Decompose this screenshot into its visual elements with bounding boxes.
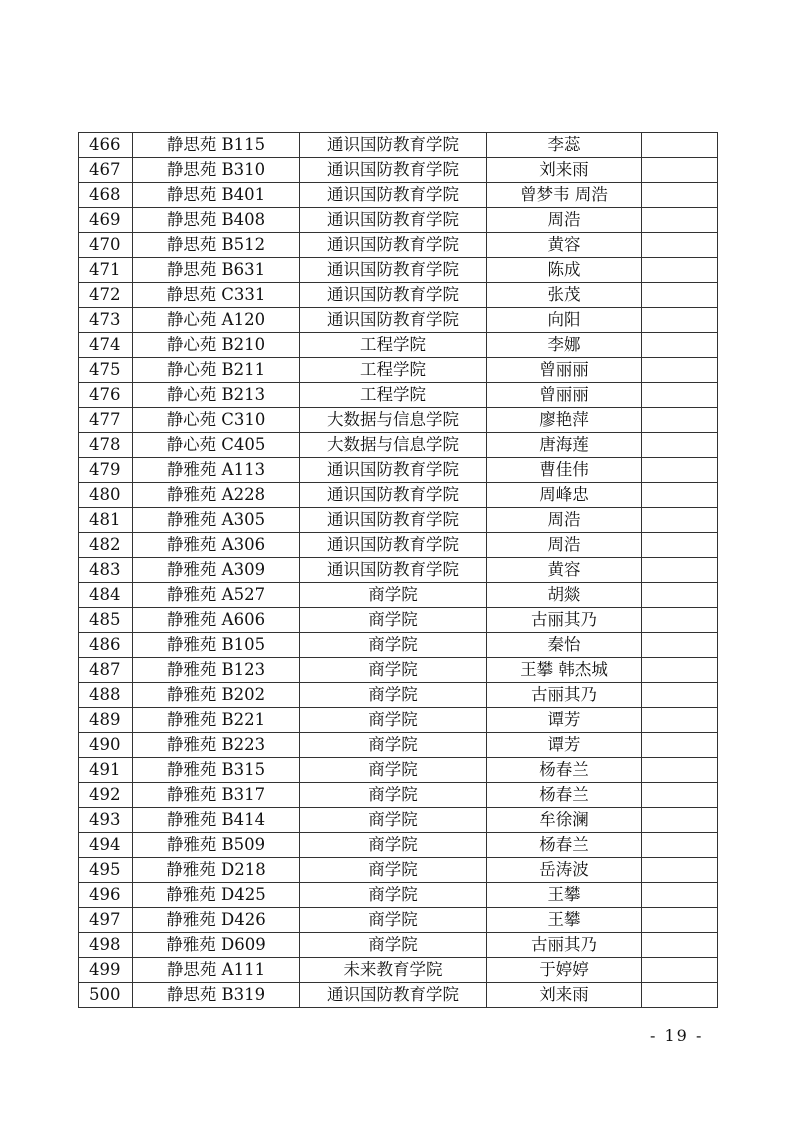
cell-note bbox=[642, 408, 718, 433]
cell-note bbox=[642, 533, 718, 558]
cell-number: 495 bbox=[79, 858, 133, 883]
table-row bbox=[79, 433, 718, 458]
cell-note bbox=[642, 933, 718, 958]
cell-number: 467 bbox=[79, 158, 133, 183]
table-row bbox=[79, 608, 718, 633]
cell-room: 静雅苑 A113 bbox=[133, 458, 300, 483]
cell-number: 492 bbox=[79, 783, 133, 808]
cell-number: 489 bbox=[79, 708, 133, 733]
cell-number: 487 bbox=[79, 658, 133, 683]
cell-person: 李蕊 bbox=[487, 133, 642, 158]
cell-room: 静心苑 B213 bbox=[133, 383, 300, 408]
cell-person: 古丽其乃 bbox=[487, 608, 642, 633]
cell-college: 商学院 bbox=[300, 908, 487, 933]
cell-person: 谭芳 bbox=[487, 708, 642, 733]
cell-room: 静思苑 A111 bbox=[133, 958, 300, 983]
cell-college: 商学院 bbox=[300, 658, 487, 683]
cell-person: 黄容 bbox=[487, 558, 642, 583]
cell-note bbox=[642, 508, 718, 533]
table-row bbox=[79, 308, 718, 333]
cell-number: 479 bbox=[79, 458, 133, 483]
cell-room: 静思苑 B401 bbox=[133, 183, 300, 208]
cell-number: 474 bbox=[79, 333, 133, 358]
cell-room: 静雅苑 D426 bbox=[133, 908, 300, 933]
cell-college: 商学院 bbox=[300, 933, 487, 958]
cell-college: 商学院 bbox=[300, 883, 487, 908]
cell-room: 静雅苑 A228 bbox=[133, 483, 300, 508]
cell-number: 496 bbox=[79, 883, 133, 908]
cell-room: 静雅苑 D609 bbox=[133, 933, 300, 958]
cell-room: 静心苑 A120 bbox=[133, 308, 300, 333]
table-row bbox=[79, 958, 718, 983]
table-row bbox=[79, 208, 718, 233]
cell-room: 静思苑 C331 bbox=[133, 283, 300, 308]
cell-note bbox=[642, 483, 718, 508]
cell-number: 488 bbox=[79, 683, 133, 708]
table-row bbox=[79, 133, 718, 158]
cell-college: 商学院 bbox=[300, 858, 487, 883]
cell-college: 商学院 bbox=[300, 583, 487, 608]
cell-person: 王攀 bbox=[487, 883, 642, 908]
cell-note bbox=[642, 133, 718, 158]
cell-number: 486 bbox=[79, 633, 133, 658]
cell-person: 谭芳 bbox=[487, 733, 642, 758]
table-row bbox=[79, 708, 718, 733]
page-number: - 19 - bbox=[650, 1026, 704, 1045]
table-row bbox=[79, 633, 718, 658]
cell-room: 静雅苑 B221 bbox=[133, 708, 300, 733]
cell-person: 岳涛波 bbox=[487, 858, 642, 883]
cell-person: 曹佳伟 bbox=[487, 458, 642, 483]
cell-note bbox=[642, 583, 718, 608]
cell-number: 466 bbox=[79, 133, 133, 158]
cell-room: 静雅苑 B414 bbox=[133, 808, 300, 833]
cell-college: 通识国防教育学院 bbox=[300, 258, 487, 283]
cell-college: 工程学院 bbox=[300, 333, 487, 358]
cell-note bbox=[642, 233, 718, 258]
cell-room: 静雅苑 B105 bbox=[133, 633, 300, 658]
cell-person: 张茂 bbox=[487, 283, 642, 308]
cell-number: 476 bbox=[79, 383, 133, 408]
cell-room: 静心苑 B210 bbox=[133, 333, 300, 358]
cell-note bbox=[642, 308, 718, 333]
cell-person: 杨春兰 bbox=[487, 758, 642, 783]
cell-number: 491 bbox=[79, 758, 133, 783]
cell-number: 482 bbox=[79, 533, 133, 558]
cell-person: 王攀 韩杰城 bbox=[487, 658, 642, 683]
cell-college: 未来教育学院 bbox=[300, 958, 487, 983]
cell-college: 通识国防教育学院 bbox=[300, 533, 487, 558]
cell-note bbox=[642, 808, 718, 833]
cell-person: 曾梦韦 周浩 bbox=[487, 183, 642, 208]
cell-college: 通识国防教育学院 bbox=[300, 208, 487, 233]
cell-room: 静雅苑 B223 bbox=[133, 733, 300, 758]
table-body bbox=[79, 133, 718, 1008]
cell-number: 472 bbox=[79, 283, 133, 308]
cell-room: 静雅苑 B202 bbox=[133, 683, 300, 708]
cell-college: 通识国防教育学院 bbox=[300, 558, 487, 583]
cell-room: 静思苑 B115 bbox=[133, 133, 300, 158]
cell-note bbox=[642, 908, 718, 933]
cell-college: 通识国防教育学院 bbox=[300, 133, 487, 158]
cell-room: 静雅苑 A309 bbox=[133, 558, 300, 583]
table-row bbox=[79, 833, 718, 858]
cell-room: 静心苑 C310 bbox=[133, 408, 300, 433]
cell-room: 静雅苑 D425 bbox=[133, 883, 300, 908]
table-row bbox=[79, 583, 718, 608]
cell-note bbox=[642, 833, 718, 858]
cell-number: 498 bbox=[79, 933, 133, 958]
cell-college: 商学院 bbox=[300, 783, 487, 808]
cell-room: 静雅苑 A305 bbox=[133, 508, 300, 533]
cell-person: 牟徐澜 bbox=[487, 808, 642, 833]
cell-college: 通识国防教育学院 bbox=[300, 508, 487, 533]
cell-college: 商学院 bbox=[300, 683, 487, 708]
cell-college: 商学院 bbox=[300, 808, 487, 833]
cell-number: 475 bbox=[79, 358, 133, 383]
table-row bbox=[79, 908, 718, 933]
cell-college: 商学院 bbox=[300, 733, 487, 758]
cell-room: 静雅苑 A606 bbox=[133, 608, 300, 633]
cell-person: 古丽其乃 bbox=[487, 933, 642, 958]
cell-room: 静心苑 B211 bbox=[133, 358, 300, 383]
cell-person: 向阳 bbox=[487, 308, 642, 333]
table-row bbox=[79, 458, 718, 483]
cell-room: 静思苑 B310 bbox=[133, 158, 300, 183]
cell-room: 静雅苑 A527 bbox=[133, 583, 300, 608]
cell-person: 于婷婷 bbox=[487, 958, 642, 983]
cell-note bbox=[642, 608, 718, 633]
room-assignment-table-container bbox=[78, 132, 717, 1008]
cell-person: 曾丽丽 bbox=[487, 383, 642, 408]
table-row bbox=[79, 258, 718, 283]
cell-number: 500 bbox=[79, 983, 133, 1008]
cell-person: 刘来雨 bbox=[487, 983, 642, 1008]
cell-number: 490 bbox=[79, 733, 133, 758]
table-row bbox=[79, 533, 718, 558]
cell-number: 499 bbox=[79, 958, 133, 983]
cell-note bbox=[642, 358, 718, 383]
cell-note bbox=[642, 183, 718, 208]
cell-number: 497 bbox=[79, 908, 133, 933]
cell-note bbox=[642, 683, 718, 708]
cell-person: 王攀 bbox=[487, 908, 642, 933]
cell-note bbox=[642, 633, 718, 658]
cell-number: 481 bbox=[79, 508, 133, 533]
table-row bbox=[79, 983, 718, 1008]
cell-note bbox=[642, 383, 718, 408]
table-row bbox=[79, 733, 718, 758]
cell-person: 杨春兰 bbox=[487, 833, 642, 858]
table-row bbox=[79, 508, 718, 533]
cell-note bbox=[642, 283, 718, 308]
table-row bbox=[79, 558, 718, 583]
cell-room: 静雅苑 B509 bbox=[133, 833, 300, 858]
cell-number: 468 bbox=[79, 183, 133, 208]
cell-person: 古丽其乃 bbox=[487, 683, 642, 708]
cell-note bbox=[642, 258, 718, 283]
cell-note bbox=[642, 558, 718, 583]
cell-number: 493 bbox=[79, 808, 133, 833]
cell-number: 480 bbox=[79, 483, 133, 508]
cell-person: 廖艳萍 bbox=[487, 408, 642, 433]
table-row bbox=[79, 683, 718, 708]
cell-person: 秦怡 bbox=[487, 633, 642, 658]
cell-note bbox=[642, 733, 718, 758]
cell-college: 通识国防教育学院 bbox=[300, 458, 487, 483]
cell-number: 494 bbox=[79, 833, 133, 858]
cell-college: 商学院 bbox=[300, 833, 487, 858]
cell-room: 静雅苑 B315 bbox=[133, 758, 300, 783]
cell-note bbox=[642, 958, 718, 983]
cell-room: 静心苑 C405 bbox=[133, 433, 300, 458]
table-row bbox=[79, 783, 718, 808]
cell-person: 唐海莲 bbox=[487, 433, 642, 458]
cell-college: 通识国防教育学院 bbox=[300, 483, 487, 508]
cell-person: 胡燚 bbox=[487, 583, 642, 608]
cell-college: 通识国防教育学院 bbox=[300, 158, 487, 183]
table-row bbox=[79, 233, 718, 258]
table-row bbox=[79, 358, 718, 383]
cell-room: 静思苑 B408 bbox=[133, 208, 300, 233]
cell-college: 通识国防教育学院 bbox=[300, 283, 487, 308]
cell-person: 刘来雨 bbox=[487, 158, 642, 183]
cell-college: 工程学院 bbox=[300, 383, 487, 408]
cell-number: 471 bbox=[79, 258, 133, 283]
table-row bbox=[79, 383, 718, 408]
table-row bbox=[79, 933, 718, 958]
cell-college: 商学院 bbox=[300, 708, 487, 733]
cell-room: 静思苑 B631 bbox=[133, 258, 300, 283]
cell-room: 静思苑 B319 bbox=[133, 983, 300, 1008]
cell-note bbox=[642, 333, 718, 358]
cell-note bbox=[642, 983, 718, 1008]
cell-person: 周浩 bbox=[487, 533, 642, 558]
table-row bbox=[79, 658, 718, 683]
cell-number: 485 bbox=[79, 608, 133, 633]
table-row bbox=[79, 183, 718, 208]
table-row bbox=[79, 333, 718, 358]
cell-room: 静雅苑 A306 bbox=[133, 533, 300, 558]
cell-note bbox=[642, 708, 718, 733]
table-row bbox=[79, 758, 718, 783]
table-row bbox=[79, 408, 718, 433]
cell-number: 473 bbox=[79, 308, 133, 333]
table-row bbox=[79, 883, 718, 908]
cell-college: 大数据与信息学院 bbox=[300, 433, 487, 458]
cell-note bbox=[642, 208, 718, 233]
cell-college: 大数据与信息学院 bbox=[300, 408, 487, 433]
cell-person: 陈成 bbox=[487, 258, 642, 283]
room-assignment-table bbox=[78, 132, 718, 1008]
cell-note bbox=[642, 158, 718, 183]
cell-college: 通识国防教育学院 bbox=[300, 233, 487, 258]
cell-college: 商学院 bbox=[300, 633, 487, 658]
cell-note bbox=[642, 458, 718, 483]
cell-person: 周浩 bbox=[487, 508, 642, 533]
cell-number: 470 bbox=[79, 233, 133, 258]
cell-person: 杨春兰 bbox=[487, 783, 642, 808]
cell-note bbox=[642, 883, 718, 908]
cell-college: 通识国防教育学院 bbox=[300, 308, 487, 333]
cell-note bbox=[642, 858, 718, 883]
table-row bbox=[79, 483, 718, 508]
cell-number: 478 bbox=[79, 433, 133, 458]
cell-number: 483 bbox=[79, 558, 133, 583]
cell-room: 静思苑 B512 bbox=[133, 233, 300, 258]
cell-note bbox=[642, 658, 718, 683]
cell-person: 黄容 bbox=[487, 233, 642, 258]
cell-note bbox=[642, 783, 718, 808]
cell-room: 静雅苑 B317 bbox=[133, 783, 300, 808]
cell-college: 通识国防教育学院 bbox=[300, 183, 487, 208]
cell-college: 商学院 bbox=[300, 758, 487, 783]
table-row bbox=[79, 858, 718, 883]
cell-room: 静雅苑 D218 bbox=[133, 858, 300, 883]
table-row bbox=[79, 283, 718, 308]
table-row bbox=[79, 808, 718, 833]
cell-college: 商学院 bbox=[300, 608, 487, 633]
cell-room: 静雅苑 B123 bbox=[133, 658, 300, 683]
cell-note bbox=[642, 758, 718, 783]
cell-number: 484 bbox=[79, 583, 133, 608]
table-row bbox=[79, 158, 718, 183]
cell-college: 通识国防教育学院 bbox=[300, 983, 487, 1008]
cell-number: 477 bbox=[79, 408, 133, 433]
cell-note bbox=[642, 433, 718, 458]
cell-college: 工程学院 bbox=[300, 358, 487, 383]
cell-person: 曾丽丽 bbox=[487, 358, 642, 383]
cell-person: 李娜 bbox=[487, 333, 642, 358]
cell-person: 周峰忠 bbox=[487, 483, 642, 508]
cell-number: 469 bbox=[79, 208, 133, 233]
cell-person: 周浩 bbox=[487, 208, 642, 233]
